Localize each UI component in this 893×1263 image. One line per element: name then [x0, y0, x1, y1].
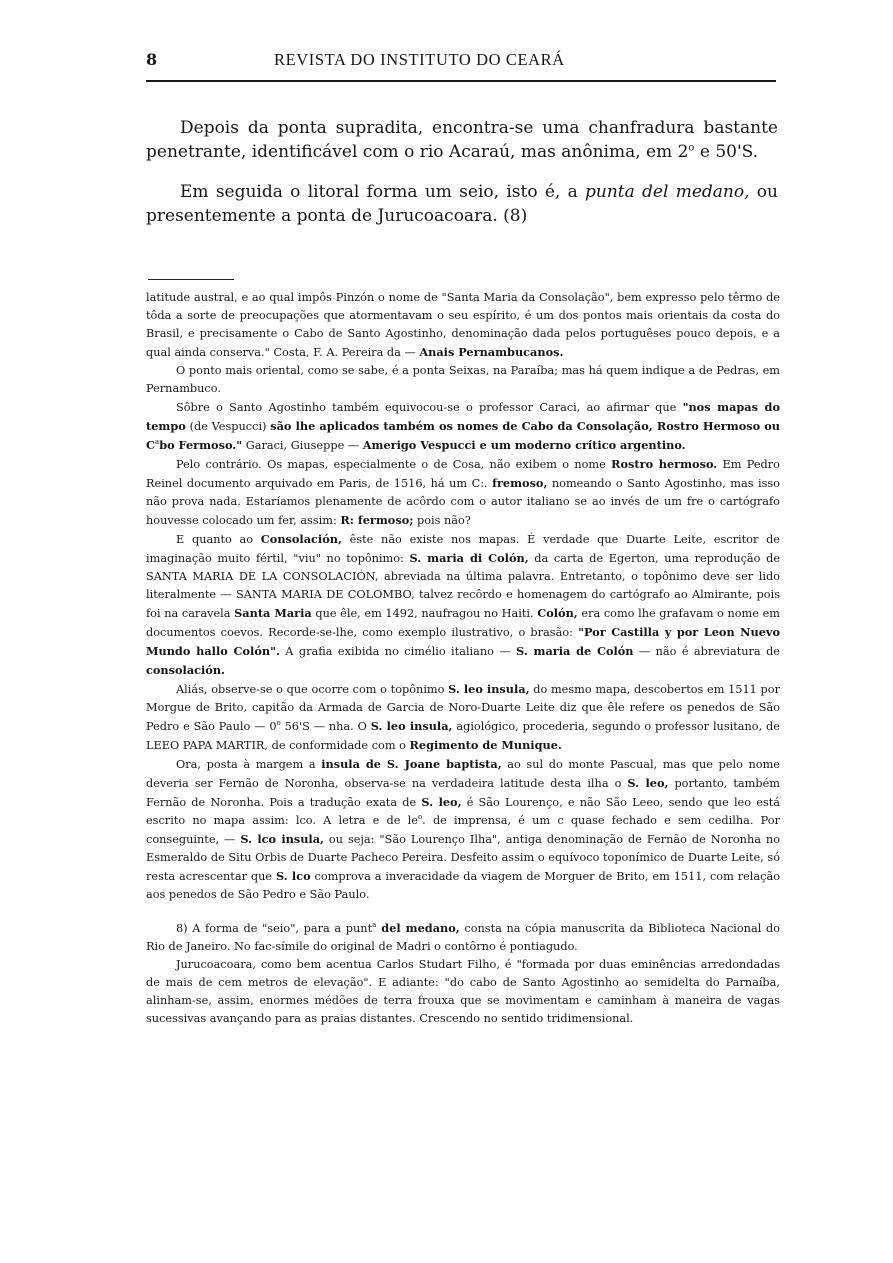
footnote-paragraph: E quanto ao Consolación, êste não existe nos mapas. É verdade que Duarte Leite, escritor de imaginação muito fértil, "viu" no topônimo: S. maria di Colón, da carta de Egerton, uma reprodução de SANTA MARIA DE LA CONSOLACIÓN, abreviada na última palavra. Entretanto, o topônimo deve ser lido literalmente — SANTA MARIA DE COLOMBO, talvez recôrdo e homenagem do cartógrafo ao Almirante, pois foi na caravela Santa Maria que êle, em 1492, naufragou no Haiti. Colón, era como lhe grafavam o nome em documentos coevos. Recorde-se-lhe, como exemplo ilustrativo, o brasão: "Por Castilla y por Leon Nuevo Mundo hallo Colón". A grafia exibida no cimélio italiano — S. maria de Colón — não é abreviatura de consolación. [146, 532, 781, 677]
running-title: REVISTA DO INSTITUTO DO CEARÁ [274, 50, 565, 69]
footnote-paragraph: Jurucoacoara, como bem acentua Carlos Studart Filho, é "formada por duas eminências arredondadas de mais de cem metros de elevação". E adiante: "do cabo de Santo Agostinho ao semidelta do Parnaíba, alinham-se, assim, enormes médões de terra frouxa que se movimentam e caminham à maneira de vagas sucessivas avançando para as praias distantes. Crescendo no sentido tridimensional. [146, 958, 780, 1025]
main-text [146, 116, 778, 228]
footnote-paragraph: Pelo contrário. Os mapas, especialmente o de Cosa, não exibem o nome Rostro hermoso. Em Pedro Reinel documento arquivado em Paris, de 1516, há um C:. fremoso, nomeando o Santo Agostinho, mas isso não prova nada. Estaríamos plenamente de acôrdo com o autor italiano se ao invés de um fre o cartógrafo houvesse colocado um fer, assim: R: fermoso; pois não? [146, 457, 780, 527]
footnote-rule [148, 279, 234, 280]
paragraph-1: Depois da ponta supradita, encontra-se uma chanfradura bastante penetrante, identificável com o rio Acaraú, mas anônima, em 2$^o$ e 50'S. [146, 118, 778, 162]
footnote-paragraph: latitude austral, e ao qual impôs Pinzón o nome de "Santa Maria da Consolação", bem expresso pelo têrmo de tôda a sorte de preocupações que atormentavam o seu espírito, é um dos pontos mais orientais da costa do Brasil, e precisamente o Cabo de Santo Agostinho, denominação dada pelos portuguêses pouco depois, e a qual ainda conserva." Costa, F. A. Pereira da — Anais Pernambucanos. [146, 291, 780, 359]
header-rule [146, 80, 776, 82]
footnote-paragraph: Aliás, observe-se o que ocorre com o topônimo S. leo insula, do mesmo mapa, descobertos em 1511 por Morgue de Brito, capitão da Armada de Garcia de Noro-Duarte Leite diz que êle refere os penedos de São Pedro e São Paulo — 0$^o$ 56'S — nha. O S. leo insula, agiológico, procederia, segundo o professor lusitano, de LEEO PAPA MARTIR, de conformidade com o Regimento de Munique. [146, 682, 780, 752]
footnote-paragraph: O ponto mais oriental, como se sabe, é a ponta Seixas, na Paraíba; mas há quem indique a de Pedras, em Pernambuco. [146, 364, 780, 395]
page-header [146, 48, 776, 78]
footnote-paragraph: Sôbre o Santo Agostinho também equivocou-se o professor Caraci, ao afirmar que "nos mapas do tempo (de Vespucci) são lhe aplicados também os nomes de Cabo da Consolação, Rostro Hermoso ou $C^abo$ Fermoso." Garaci, Giuseppe — Amerigo Vespucci e um moderno crítico argentino. [146, 400, 780, 452]
footnote-8: 8) A forma de "seio", para a punt$^a$ del medano, consta na cópia manuscrita da Biblioteca Nacional do Rio de Janeiro. No fac-símile do original de Madri o contôrno é pontiagudo. [146, 921, 780, 953]
paragraph-2: Em seguida o litoral forma um seio, isto é, a punta del medano, ou presentemente a ponta de Jurucoacoara. (8) [146, 182, 778, 226]
footnotes [146, 289, 780, 1028]
page-number: 8 [146, 50, 158, 69]
footnote-paragraph: Ora, posta à margem a insula de S. Joane baptista, ao sul do monte Pascual, mas que pelo nome deveria ser Fernão de Noronha, observa-se na verdadeira latitude desta ilha o S. leo, portanto, também Fernão de Noronha. Pois a tradução exata de S. leo, é São Lourenço, e não São Leeo, sendo que leo está escrito no mapa assim: lco. A letra e de $le^o$. de imprensa, é um c quase fechado e sem cedilha. Por conseguinte, — S. lco insula, ou seja: "São Lourenço Ilha", antiga denominação de Fernão de Noronha no Esmeraldo de Situ Orbis de Duarte Pacheco Pereira. Desfeito assim o equívoco toponímico de Duarte Leite, só resta acrescentar que S. lco comprova a inveracidade da viagem de Morguer de Brito, em 1511, com relação aos penedos de São Pedro e São Paulo. [146, 757, 781, 901]
